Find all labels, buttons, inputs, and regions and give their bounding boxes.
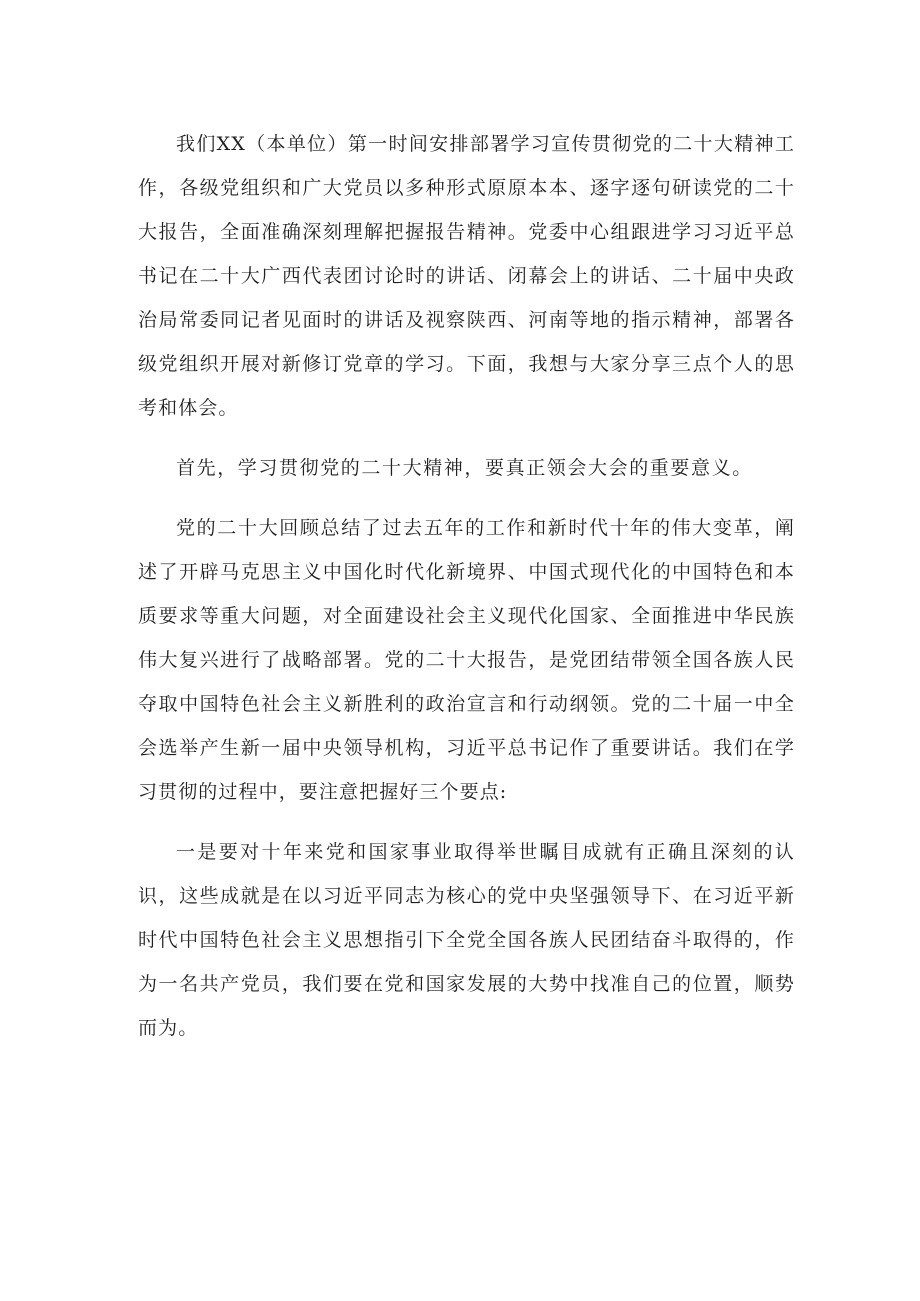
paragraph-congress-significance: 党的二十大回顾总结了过去五年的工作和新时代十年的伟大变革，阐述了开辟马克思主义中国化时代化新境界、中国式现代化的中国特色和本质要求等重大问题，对全面建设社会主义现代化国家、全面推进中华民族伟大复兴进行了战略部署。党的二十大报告，是党团结带领全国各族人民夺取中国特色社会主义新胜利的政治宣言和行动纲领。党的二十届一中全会选举产生新一届中央领导机构，习近平总书记作了重要讲话。我们在学习贯彻的过程中，要注意把握好三个要点: [138, 517, 795, 803]
paragraph-point-one: 一是要对十年来党和国家事业取得举世瞩目成就有正确且深刻的认识，这些成就是在以习近平同志为核心的党中央坚强领导下、在习近平新时代中国特色社会主义思想指引下全党全国各族人民团结奋斗取得的，作为一名共产党员，我们要在党和国家发展的大势中找准自己的位置，顺势而为。 [138, 841, 795, 1039]
paragraph-intro: 我们XX（本单位）第一时间安排部署学习宣传贯彻党的二十大精神工作，各级党组织和广大党员以多种形式原原本本、逐字逐句研读党的二十大报告，全面准确深刻理解把握报告精神。党委中心组跟进学习习近平总书记在二十大广西代表团讨论时的讲话、闭幕会上的讲话、二十届中央政治局常委同记者见面时的讲话及视察陕西、河南等地的指示精神，部署各级党组织开展对新修订党章的学习。下面，我想与大家分享三点个人的思考和体会。 [138, 133, 795, 419]
paragraph-first-point: 首先，学习贯彻党的二十大精神，要真正领会大会的重要意义。 [176, 457, 753, 479]
document-body [138, 122, 795, 1050]
